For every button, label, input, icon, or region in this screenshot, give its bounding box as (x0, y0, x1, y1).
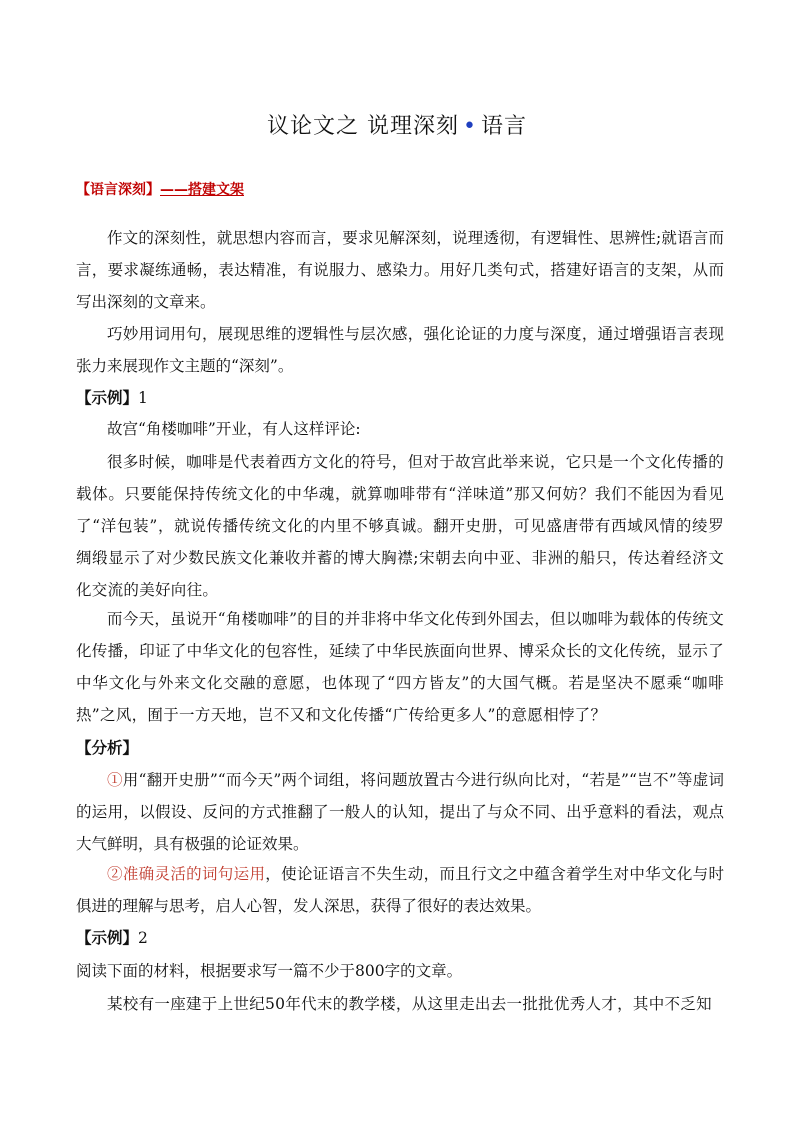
example-1-paragraph-1: 很多时候，咖啡是代表着西方文化的符号，但对于故宫此举来说，它只是一个文化传播的载体。只要能保持传统文化的中华魂，就算咖啡带有“洋味道”那又何妨？我们不能因为看见了“洋包装”，就说传播传统文化的内里不够真诚。翻开史册，可见盛唐带有西域风情的绫罗绸缎显示了对少数民族文化兼收并蓄的博大胸襟;宋朝去向中亚、非洲的船只，传达着经济文化交流的美好向往。 (76, 453, 724, 599)
page-title (0, 112, 794, 142)
example-2-lead: 阅读下面的材料，根据要求写一篇不少于800字的文章。 (76, 962, 463, 980)
section-dash: —— (160, 182, 188, 198)
title-tail: 语言 (480, 114, 527, 139)
analysis-label (76, 734, 138, 762)
analysis-marker-1: ① (107, 771, 123, 789)
title-main: 议论文之 说理深刻 (267, 114, 459, 139)
example-2-number: 2 (138, 929, 148, 947)
analysis-text-2: ，使论证语言不失生动，而且行文之中蕴含着学生对中华文化与时俱进的理解与思考，启人心智，发人深思，获得了很好的表达效果。 (76, 865, 724, 915)
section-bracket-left: 【 (76, 182, 90, 198)
analysis-text-1: 用“翻开史册”“而今天”两个词组，将问题放置古今进行纵向比对，“若是”“岂不”等虚词的运用，以假设、反问的方式推翻了一般人的认知，提出了与众不同、出乎意料的看法，观点大气鲜明，具有极强的论证效果。 (76, 771, 724, 853)
section-bracket-right: 】 (146, 182, 160, 198)
analysis-paragraph-1 (76, 764, 724, 860)
example-1-label-text: 【示例】 (76, 388, 139, 407)
example-2-label-text: 【示例】 (76, 928, 139, 947)
title-dot: • (463, 114, 477, 139)
example-1-number: 1 (138, 389, 148, 407)
example-2-paragraph-1: 某校有一座建于上世纪50年代末的教学楼，从这里走出去一批批优秀人才，其中不乏知 (107, 995, 712, 1013)
section-key: 语言深刻 (90, 182, 146, 198)
example-1-label (76, 384, 148, 412)
analysis-paragraph-2 (76, 858, 724, 922)
example-2-label (76, 924, 148, 952)
analysis-highlight-2: ②准确灵活的词句运用 (107, 865, 266, 883)
analysis-label-text: 【分析】 (76, 738, 139, 757)
example-1-lead: 故宫“角楼咖啡”开业，有人这样评论: (107, 420, 361, 438)
section-subtitle: 搭建文架 (188, 182, 244, 198)
intro-paragraph-1: 作文的深刻性，就思想内容而言，要求见解深刻，说理透彻，有逻辑性、思辨性;就语言而言，要求凝练通畅，表达精准，有说服力、感染力。用好几类句式，搭建好语言的支架，从而写出深刻的文章来。 (76, 229, 724, 311)
intro-paragraph-2: 巧妙用词用句，展现思维的逻辑性与层次感，强化论证的力度与深度，通过增强语言表现张力来展现作文主题的“深刻”。 (76, 325, 724, 375)
section-heading (76, 180, 244, 200)
example-1-paragraph-2: 而今天，虽说开“角楼咖啡”的目的并非将中华文化传到外国去，但以咖啡为载体的传统文化传播，印证了中华文化的包容性，延续了中华民族面向世界、博采众长的文化传统，显示了中华文化与外来文化交融的意愿，也体现了“四方皆友”的大国气概。若是坚决不愿乘“咖啡热”之风，囿于一方天地，岂不又和文化传播“广传给更多人”的意愿相悖了？ (76, 610, 724, 724)
